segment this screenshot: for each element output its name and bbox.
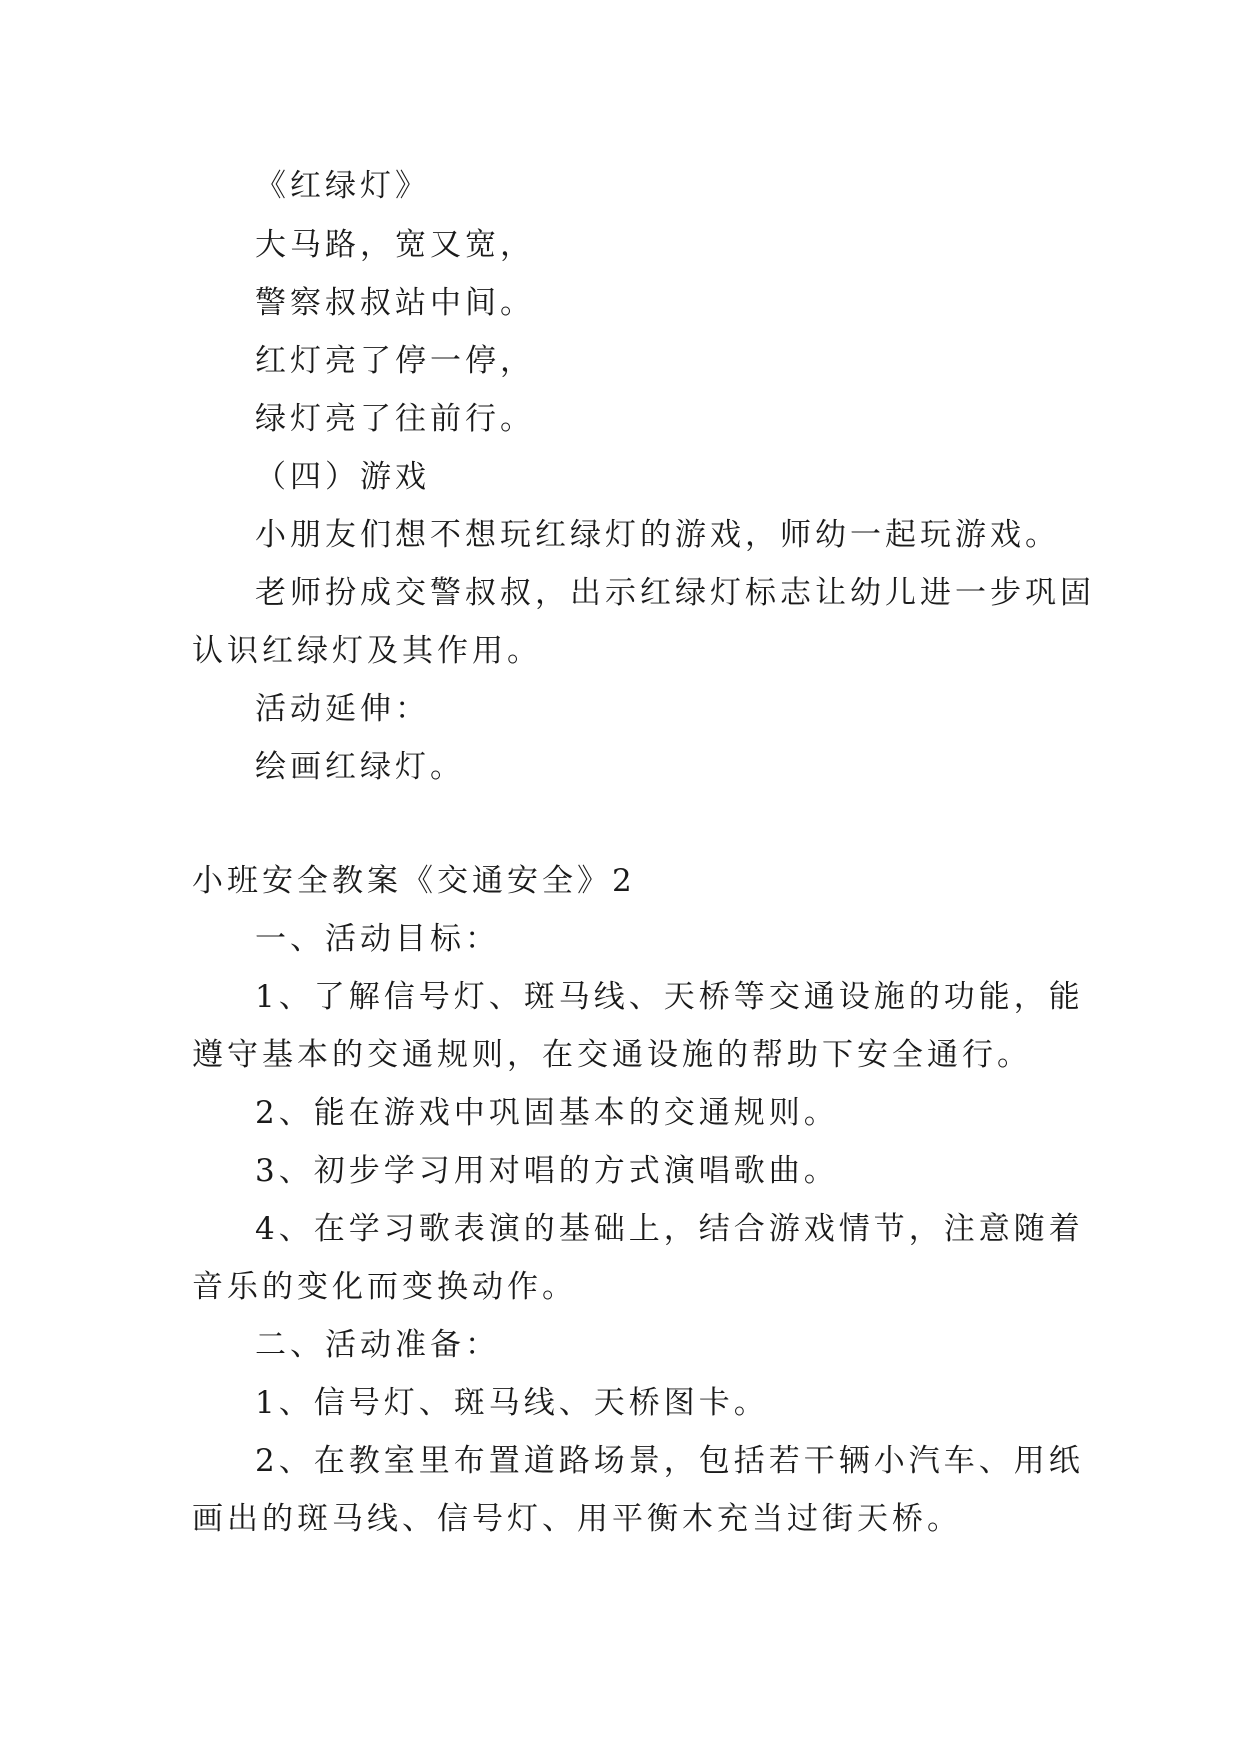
list-item-continuation: 遵守基本的交通规则，在交通设施的帮助下安全通行。 — [192, 1037, 1032, 1073]
poem-line: 大马路，宽又宽， — [255, 227, 535, 263]
document-title: 小班安全教案《交通安全》2 — [192, 863, 636, 899]
list-item-continuation: 画出的斑马线、信号灯、用平衡木充当过街天桥。 — [192, 1501, 962, 1537]
list-item: 1、了解信号灯、斑马线、天桥等交通设施的功能，能 — [255, 979, 1084, 1015]
list-item: 2、能在游戏中巩固基本的交通规则。 — [255, 1095, 839, 1131]
poem-line: 警察叔叔站中间。 — [255, 285, 535, 321]
list-item-continuation: 音乐的变化而变换动作。 — [192, 1269, 577, 1305]
list-item: 2、在教室里布置道路场景，包括若干辆小汽车、用纸 — [255, 1443, 1084, 1479]
paragraph-continuation: 认识红绿灯及其作用。 — [192, 633, 542, 669]
section-heading: 活动延伸： — [255, 691, 430, 727]
poem-line: 红灯亮了停一停， — [255, 343, 535, 379]
paragraph: 小朋友们想不想玩红绿灯的游戏，师幼一起玩游戏。 — [255, 517, 1060, 553]
section-heading: 一、活动目标： — [255, 921, 500, 957]
paragraph: 绘画红绿灯。 — [255, 749, 465, 785]
list-item: 1、信号灯、斑马线、天桥图卡。 — [255, 1385, 769, 1421]
paragraph: 老师扮成交警叔叔，出示红绿灯标志让幼儿进一步巩固 — [255, 575, 1095, 611]
poem-title: 《红绿灯》 — [255, 168, 430, 204]
list-item: 3、初步学习用对唱的方式演唱歌曲。 — [255, 1153, 839, 1189]
list-item: 4、在学习歌表演的基础上，结合游戏情节，注意随着 — [255, 1211, 1084, 1247]
section-heading: （四）游戏 — [255, 459, 430, 495]
poem-line: 绿灯亮了往前行。 — [255, 401, 535, 437]
section-heading: 二、活动准备： — [255, 1327, 500, 1363]
